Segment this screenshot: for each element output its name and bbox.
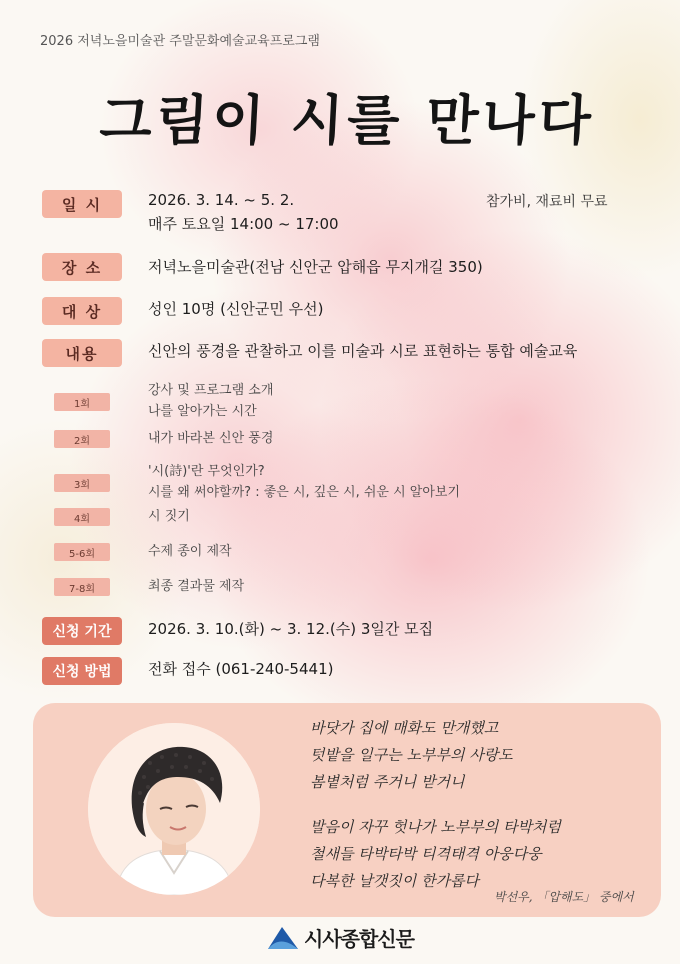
target-label: 대 상: [42, 297, 122, 325]
program-subtitle: 2026 저녁노을미술관 주말문화예술교육프로그램: [40, 34, 320, 49]
session-line: 시 짓기: [148, 509, 190, 524]
content-label: 내용: [42, 339, 122, 367]
session-line: 수제 종이 제작: [148, 544, 232, 559]
session-tag: 1회: [54, 393, 110, 411]
session-line: 시를 왜 써야할까? : 좋은 시, 깊은 시, 쉬운 시 알아보기: [148, 485, 461, 500]
poem-line: 텃밭을 일구는 노부부의 사랑도: [310, 746, 513, 764]
poem-line: 봄볕처럼 주거니 받거니: [310, 773, 465, 791]
session-tag: 4회: [54, 508, 110, 526]
apply-period-value: 2026. 3. 10.(화) ~ 3. 12.(수) 3일간 모집: [148, 620, 434, 638]
session-line: 내가 바라본 신안 풍경: [148, 431, 274, 446]
session-line: 강사 및 프로그램 소개: [148, 383, 274, 398]
place-label: 장 소: [42, 253, 122, 281]
poster-title: 그림이 시를 만나다: [98, 89, 597, 152]
poem-line: 다복한 날갯짓이 한가롭다: [310, 872, 479, 890]
poet-portrait: [88, 723, 260, 895]
session-tag: 3회: [54, 474, 110, 492]
apply-method-label: 신청 방법: [42, 657, 122, 685]
target-value: 성인 10명 (신안군민 우선): [148, 300, 324, 318]
newspaper-logo-text: 시사종합신문: [304, 927, 414, 951]
session-tag: 7-8회: [54, 578, 110, 596]
fee-note: 참가비, 재료비 무료: [486, 194, 608, 210]
session-line: '시(詩)'란 무엇인가?: [148, 464, 265, 479]
newspaper-logo: [266, 923, 414, 952]
session-line: 나를 알아가는 시간: [148, 404, 257, 419]
session-line: 최종 결과물 제작: [148, 579, 245, 594]
apply-period-label: 신청 기간: [42, 617, 122, 645]
schedule-time: 매주 토요일 14:00 ~ 17:00: [148, 215, 339, 233]
poem-line: 철새들 타박타박 티격태격 아웅다웅: [310, 845, 542, 863]
poet-portrait-image: [88, 723, 260, 895]
poem-line: 바닷가 집에 매화도 만개했고: [310, 719, 499, 737]
schedule-label: 일 시: [42, 190, 122, 218]
poem-line: 발음이 자꾸 헛나가 노부부의 타박처럼: [310, 818, 561, 836]
poem-stanza-2: [310, 814, 561, 895]
apply-method-value: 전화 접수 (061-240-5441): [148, 660, 334, 678]
poem-attribution: 박선우, 「압해도」 중에서: [494, 890, 634, 904]
place-value: 저녁노을미술관(전남 신안군 압해읍 무지개길 350): [148, 258, 483, 276]
session-tag: 2회: [54, 430, 110, 448]
session-tag: 5-6회: [54, 543, 110, 561]
poem-stanza-1: [310, 715, 513, 796]
newspaper-logo-icon: [266, 925, 300, 951]
content-value: 신안의 풍경을 관찰하고 이를 미술과 시로 표현하는 통합 예술교육: [148, 342, 578, 360]
schedule-dates: 2026. 3. 14. ~ 5. 2.: [148, 191, 295, 209]
